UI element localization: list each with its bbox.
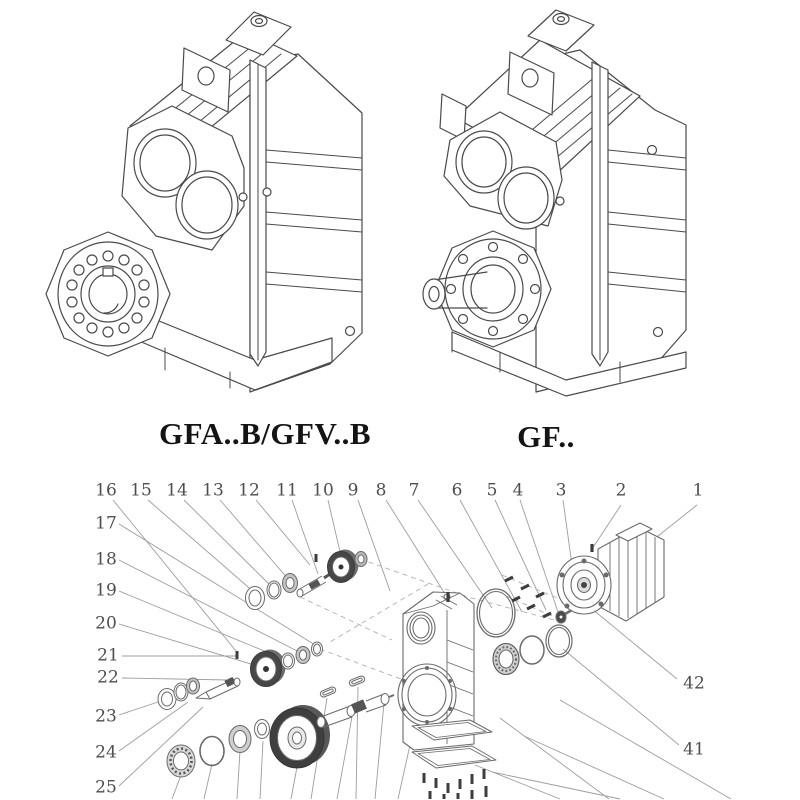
- callout-15: 15: [130, 480, 152, 501]
- callout-18: 18: [95, 549, 117, 570]
- callout-41: 41: [683, 739, 705, 760]
- callout-4: 4: [512, 480, 524, 501]
- callout-24: 24: [95, 742, 117, 763]
- callout-6: 6: [451, 480, 463, 501]
- motor-assembly: [556, 523, 664, 623]
- second-shaft-assembly: [158, 642, 323, 710]
- callout-23: 23: [95, 706, 117, 727]
- input-shaft-assembly: [246, 550, 368, 610]
- callout-1: 1: [692, 480, 704, 501]
- output-side-rings: [477, 589, 572, 675]
- callout-22: 22: [97, 667, 119, 688]
- callout-2: 2: [615, 480, 627, 501]
- callout-8: 8: [375, 480, 387, 501]
- output-gear-assembly: [167, 705, 330, 777]
- callout-20: 20: [95, 613, 117, 634]
- callout-10: 10: [312, 480, 334, 501]
- callout-16: 16: [95, 480, 117, 501]
- gearbox-isometric-solid-shaft: [423, 10, 686, 396]
- callout-7: 7: [408, 480, 420, 501]
- callout-12: 12: [238, 480, 260, 501]
- callout-42: 42: [683, 673, 705, 694]
- callout-25: 25: [95, 777, 117, 798]
- model-label-left: GFA..B/GFV..B: [158, 416, 372, 451]
- callout-19: 19: [95, 580, 117, 601]
- exploded-parts-diagram: [0, 470, 800, 800]
- callout-9: 9: [347, 480, 359, 501]
- callout-17: 17: [95, 513, 117, 534]
- callout-11: 11: [276, 480, 298, 501]
- model-label-right: GF..: [517, 419, 575, 454]
- gasket-and-oil-pan: [412, 720, 496, 799]
- callout-21: 21: [97, 645, 119, 666]
- callout-13: 13: [202, 480, 224, 501]
- gearbox-isometric-hollow-shaft: [46, 12, 362, 392]
- callout-3: 3: [555, 480, 567, 501]
- callout-14: 14: [166, 480, 188, 501]
- callout-5: 5: [486, 480, 498, 501]
